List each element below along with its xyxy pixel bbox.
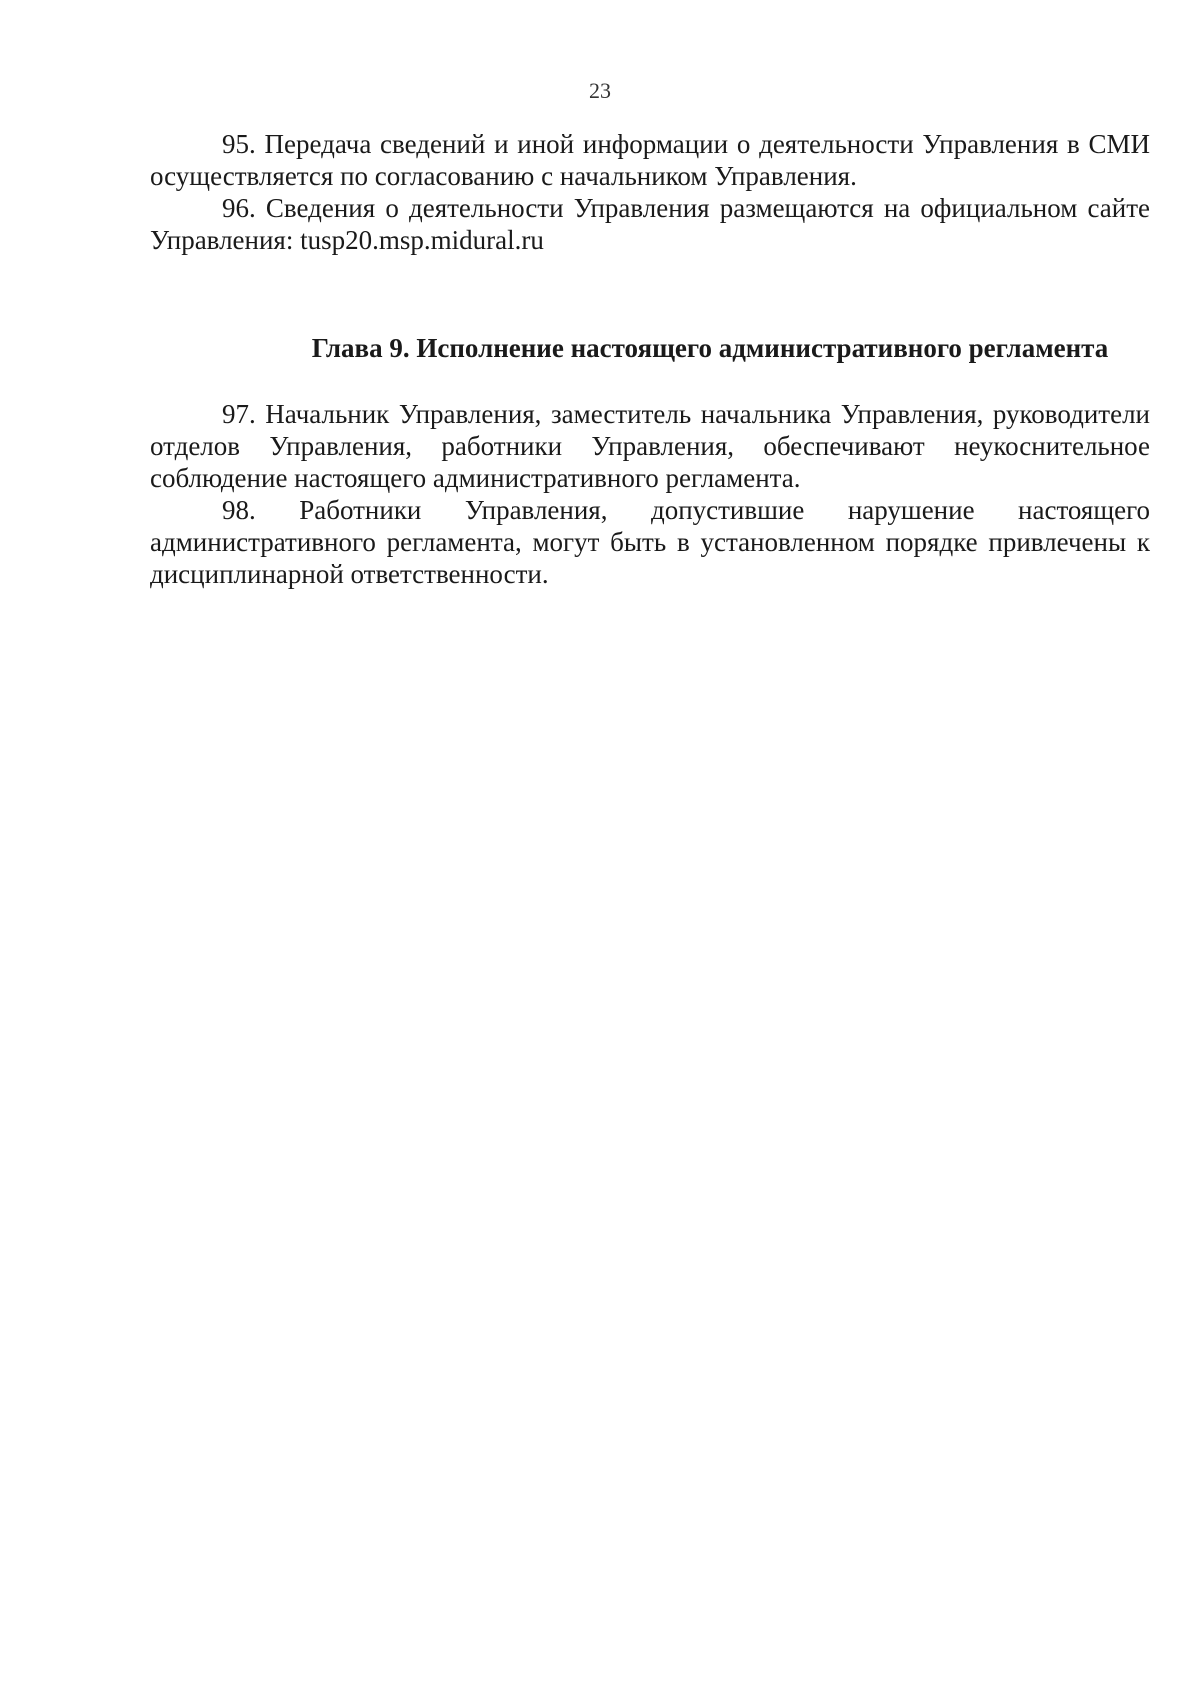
chapter-9-title: Глава 9. Исполнение настоящего административного регламента [311,333,1109,363]
page-number: 23 [589,78,611,103]
paragraph-95: 95. Передача сведений и иной информации о деятельности Управления в СМИ осуществляется по согласованию с начальником Управления. [150,129,1150,191]
paragraph-97: 97. Начальник Управления, заместитель начальника Управления, руководители отделов Управления, работники Управления, обеспечивают неукоснительное соблюдение настоящего административного регламента. [150,399,1150,493]
paragraph-96: 96. Сведения о деятельности Управления размещаются на официальном сайте Управления: tusp20.msp.midural.ru [150,193,1150,255]
chapter-9-body [150,398,1150,590]
section-8-body [150,128,1150,256]
paragraph-98: 98. Работники Управления, допустившие нарушение настоящего административного регламента, могут быть в установленном порядке привлечены к дисциплинарной ответственности. [150,495,1150,589]
